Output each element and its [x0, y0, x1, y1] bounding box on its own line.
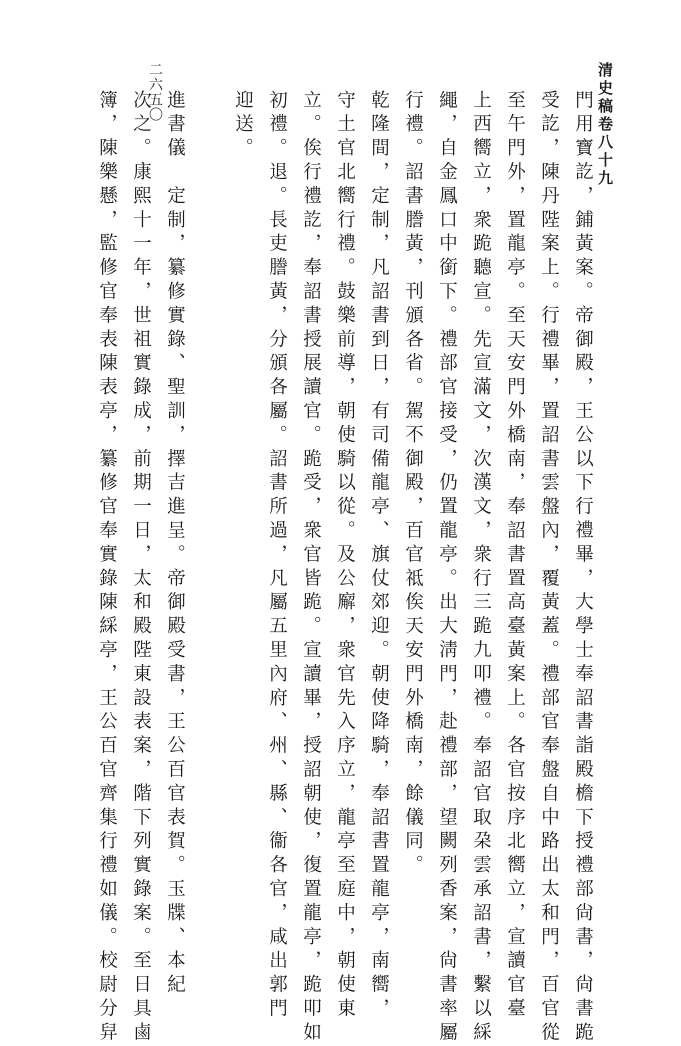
text-column-4: 上西嚮立，衆跪聽宣。先宣滿文，次漢文，衆行三跪九叩禮。奉詔官取朶雲承詔書，繫以綵: [470, 90, 492, 1046]
text-column-13: 進書儀 定制，纂修實錄、聖訓，擇吉進呈。帝御殿受書，王公百官表賀。玉牒、本紀: [164, 90, 186, 999]
text-column-2: 受訖，陳丹陛案上。行禮畢，置詔書雲盤內，覆黃蓋。禮部官奉盤自中路出太和門，百官從: [538, 90, 560, 1046]
text-column-15: 簿，陳樂懸，監修官奉表陳表亭，纂修官奉實錄陳綵亭，王公百官齊集行禮如儀。校尉分舁: [96, 90, 118, 1046]
text-column-10: 初禮。退。長吏謄黃，分頒各屬。詔書所過，凡屬五里內府、州、縣、衞各官，咸出郭門: [266, 90, 288, 1023]
text-column-11: 迎送。: [232, 90, 254, 162]
running-header-title: 清史稿卷八十九: [596, 62, 614, 188]
text-column-5: 繩，自金鳳口中銜下。禮部官接受，仍置龍亭。出大淸門，赴禮部，望闕列香案，尙書率屬: [436, 90, 458, 1046]
page-number: 二六五〇: [147, 62, 163, 122]
text-column-14: 次之。康熙十一年，世祖實錄成，前期一日，太和殿陛東設表案，階下列實錄案。至日具鹵: [130, 90, 152, 1046]
text-column-7: 乾隆間，定制，凡詔書到日，有司備龍亭、旗仗郊迎。朝使降騎，奉詔書置龍亭，南嚮，: [368, 90, 390, 1023]
text-column-9: 立。俟行禮訖，奉詔書授展讀官。跪受，衆官皆跪。宣讀畢，授詔朝使，復置龍亭，跪叩如: [300, 90, 322, 1046]
text-column-3: 至午門外，置龍亭。至天安門外橋南，奉詔書置高臺黃案上。各官按序北嚮立，宣讀官臺: [504, 90, 526, 1023]
text-column-8: 守土官北嚮行禮。鼓樂前導，朝使騎以從。及公廨，衆官先入序立，龍亭至庭中，朝使東: [334, 90, 356, 1023]
text-column-6: 行禮。詔書謄黃，刊頒各省。駕不御殿，百官祗俟天安門外橋南，餘儀同。: [402, 90, 424, 879]
text-column-1: 門用寶訖，鋪黃案。帝御殿，王公以下行禮畢，大學士奉詔書詣殿檐下授禮部尙書，尙書跪: [572, 90, 594, 1046]
